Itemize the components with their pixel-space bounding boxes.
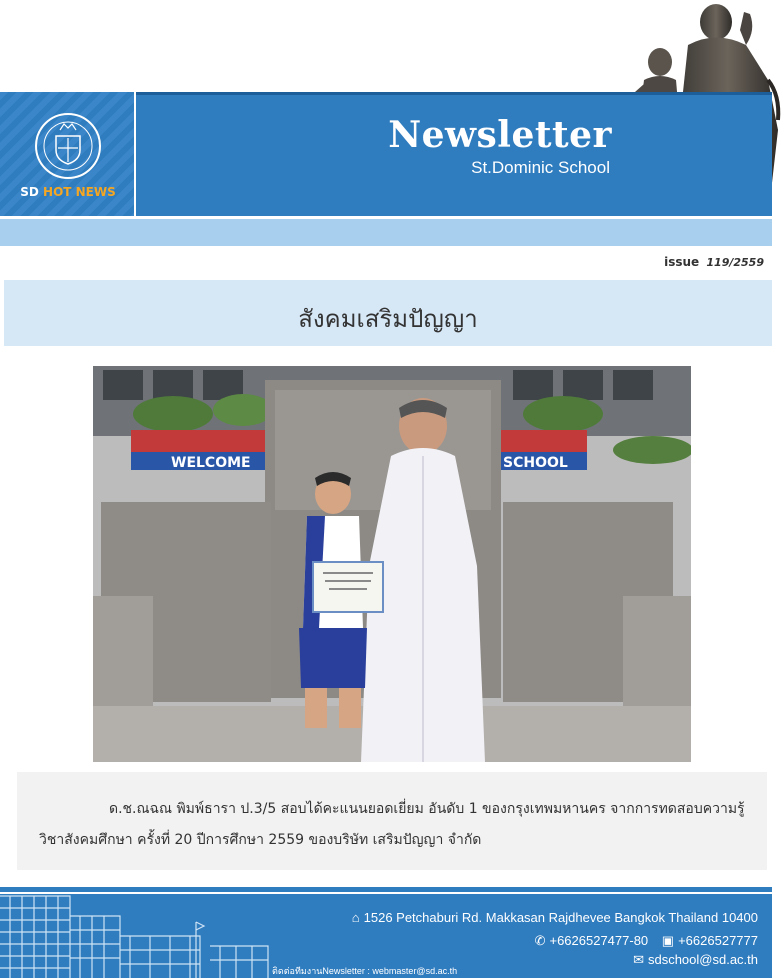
- footer: [0, 894, 772, 978]
- footer-phone-row: [535, 933, 758, 949]
- school-building-illustration: [0, 894, 290, 978]
- article-headline: สังคมเสริมปัญญา: [298, 305, 478, 333]
- newsletter-title: Newsletter: [388, 114, 612, 156]
- footer-email-row: [633, 952, 758, 968]
- article-caption: ด.ช.ณฉณ พิมพ์ธารา ป.3/5 สอบได้คะแนนยอดเยี่ยม อันดับ 1 ของกรุงเทพมหานคร จากการทดสอบความรู้วิชาสังคมศึกษา ครั้งที่ 20 ปีการศึกษา 2559 ของบริษัท เสริมปัญญา จำกัด: [39, 801, 745, 848]
- footer-email[interactable]: sdschool@sd.ac.th: [647, 952, 758, 967]
- issue-label: issue: [664, 255, 700, 269]
- footer-contact: ติดต่อทีมงานNewsletter : webmaster@sd.ac.th: [272, 966, 458, 976]
- badge-suffix: HOT NEWS: [43, 185, 116, 199]
- fax-icon: ▣: [661, 933, 675, 948]
- badge-prefix: SD: [20, 185, 39, 199]
- footer-address-row: [352, 910, 758, 925]
- footer-phone: +6626527477-80: [549, 933, 649, 948]
- footer-address: 1526 Petchaburi Rd. Makkasan Rajdhevee Bangkok Thailand 10400: [363, 910, 758, 925]
- school-crest-icon: [34, 112, 102, 180]
- issue-number: [664, 255, 764, 269]
- footer-divider: [0, 887, 772, 892]
- caption-box: [17, 772, 767, 870]
- svg-text:SCHOOL: SCHOOL: [503, 455, 568, 471]
- svg-text:WELCOME: WELCOME: [171, 455, 251, 471]
- logo-panel: [0, 92, 136, 218]
- header-light-bar: [0, 219, 772, 246]
- footer-fax: +6626527777: [678, 933, 758, 948]
- headline-banner: [4, 280, 772, 346]
- mail-icon: ✉: [633, 952, 644, 967]
- school-name: St.Dominic School: [471, 158, 610, 177]
- issue-value: 119/2559: [706, 256, 764, 269]
- newsletter-header: [0, 92, 772, 218]
- article-photo: [93, 366, 691, 762]
- home-icon: ⌂: [351, 910, 360, 925]
- phone-icon: ✆: [534, 933, 546, 948]
- sd-hot-news-badge: [0, 185, 136, 199]
